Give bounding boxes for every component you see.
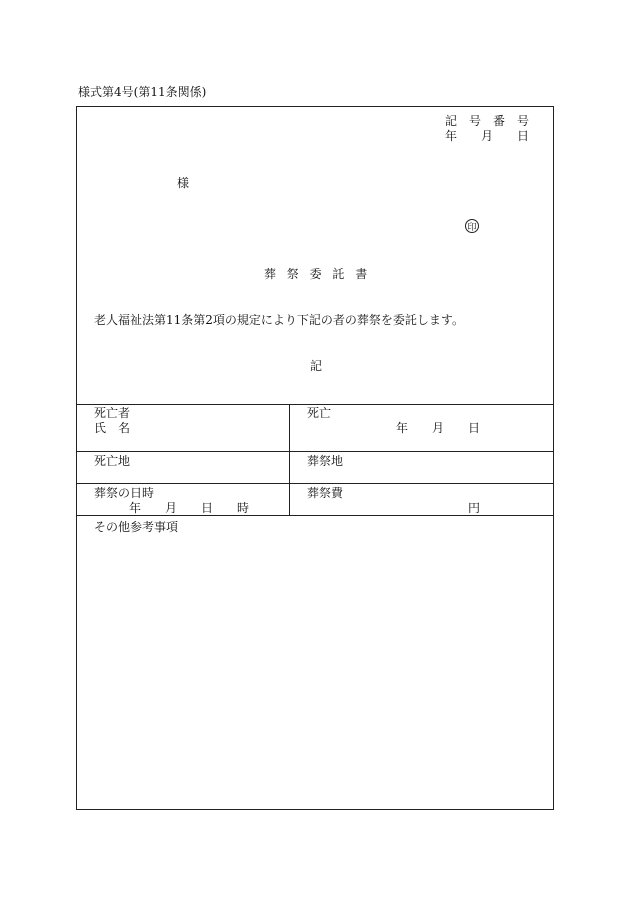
death-place-label: 死亡地 [94, 454, 131, 468]
divider [77, 404, 553, 405]
deceased-label-2: 氏 名 [94, 421, 131, 435]
ki-heading: 記 [310, 359, 323, 373]
seal-mark: 印 [465, 219, 479, 233]
deceased-label-1: 死亡者 [94, 406, 131, 420]
funeral-datetime-value: 年 月 日 時 [129, 501, 250, 515]
issue-date: 年 月 日 [445, 129, 530, 143]
document-title: 葬祭委託書 [264, 267, 379, 281]
form-number-label: 様式第4号(第11条関係) [78, 85, 207, 99]
death-date: 年 月 日 [396, 421, 481, 435]
death-label: 死亡 [307, 406, 332, 420]
divider [77, 515, 553, 516]
form-frame [76, 106, 554, 810]
funeral-cost-unit: 円 [468, 501, 481, 515]
funeral-place-label: 葬祭地 [307, 454, 344, 468]
funeral-cost-label: 葬祭費 [307, 486, 344, 500]
divider [77, 451, 553, 452]
body-text: 老人福祉法第11条第2項の規定により下記の者の葬祭を委託します。 [94, 313, 464, 327]
reference-number: 記 号 番 号 [445, 114, 530, 128]
divider [77, 483, 553, 484]
funeral-datetime-label: 葬祭の日時 [94, 486, 155, 500]
other-notes-label: その他参考事項 [94, 520, 179, 534]
addressee-suffix: 様 [177, 176, 190, 190]
column-divider [289, 404, 290, 515]
